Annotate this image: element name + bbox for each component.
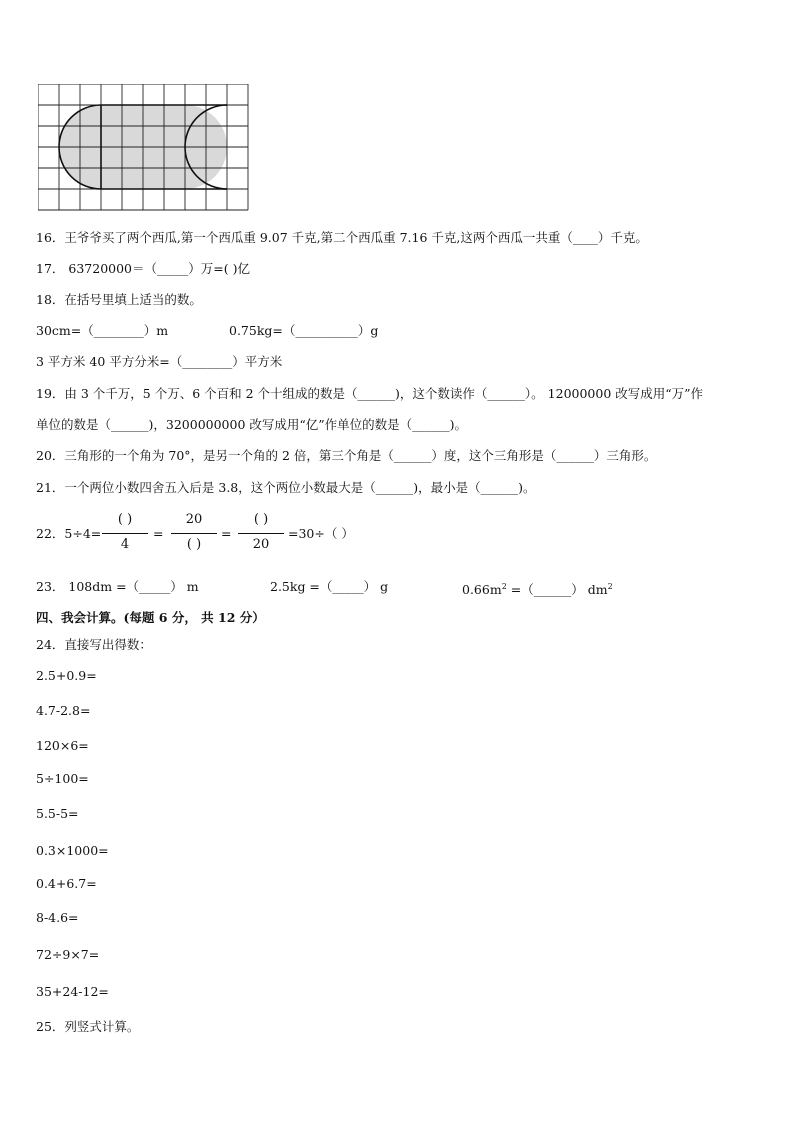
question-25-title: 25．列竖式计算。 [36,1019,140,1034]
superscript-2: 2 [501,582,507,591]
question-23-c-mid: =（______） dm [506,582,608,598]
question-22-tail: =30÷（ ） [288,526,354,541]
equals-2: = [221,526,232,541]
list-item: 8-4.6= [36,910,79,925]
question-20: 20．三角形的一个角为 70°，是另一个角的 2 倍，第三个角是（______）度，这个三角形是（______）三角形。 [36,448,657,463]
list-item: 5.5-5= [36,806,79,821]
question-21: 21．一个两位小数四舍五入后是 3.8，这个两位小数最大是（______)，最小是（______)。 [36,480,536,495]
question-18-a: 30cm=（________）m [36,323,169,338]
question-24-title: 24．直接写出得数： [36,637,152,652]
list-item: 2.5+0.9= [36,668,97,683]
list-item: 0.3×1000= [36,843,109,858]
list-item: 120×6= [36,738,89,753]
fraction-2-numerator: 20 [185,512,203,527]
fraction-3-bar [238,533,284,534]
question-23-c [462,579,613,598]
fraction-1-denominator: 4 [120,537,130,552]
question-18-title: 18．在括号里填上适当的数。 [36,292,202,307]
list-item: 72÷9×7= [36,947,100,962]
question-23-a: 23． 108dm =（_____） m [36,579,199,594]
grid-figure [38,84,252,212]
fraction-1-bar [102,533,148,534]
list-item: 35+24-12= [36,984,109,999]
question-22-label: 22．5÷4= [36,526,102,541]
section-4-title: 四、我会计算。(每题 6 分， 共 12 分） [36,610,265,625]
question-18-b: 0.75kg=（__________）g [229,323,379,338]
list-item: 0.4+6.7= [36,876,97,891]
question-23-b: 2.5kg =（_____） g [270,579,389,594]
fraction-2-bar [171,533,217,534]
question-19-line1: 19．由 3 个千万，5 个万、6 个百和 2 个十组成的数是（______)，这个数读作（______）。 12000000 改写成用“万”作 [36,386,704,401]
fraction-1-numerator: ( ) [117,512,133,527]
question-23-c-main: 0.66m [462,582,502,598]
list-item: 5÷100= [36,771,89,786]
superscript-2b: 2 [607,582,613,591]
list-item: 4.7-2.8= [36,703,91,718]
fraction-3-denominator: 20 [252,537,270,552]
fraction-3-numerator: ( ) [253,512,269,527]
grid-lines [38,84,248,210]
equals-1: = [153,526,164,541]
question-19-line2: 单位的数是（______)，3200000000 改写成用“亿”作单位的数是（______)。 [36,417,468,432]
question-18-c: 3 平方米 40 平方分米=（________）平方米 [36,354,283,369]
question-17: 17． 63720000＝（_____）万=( )亿 [36,261,250,276]
fraction-2-denominator: ( ) [186,537,202,552]
question-16: 16．王爷爷买了两个西瓜,第一个西瓜重 9.07 千克,第二个西瓜重 7.16 千克,这两个西瓜一共重（____）千克。 [36,230,648,245]
